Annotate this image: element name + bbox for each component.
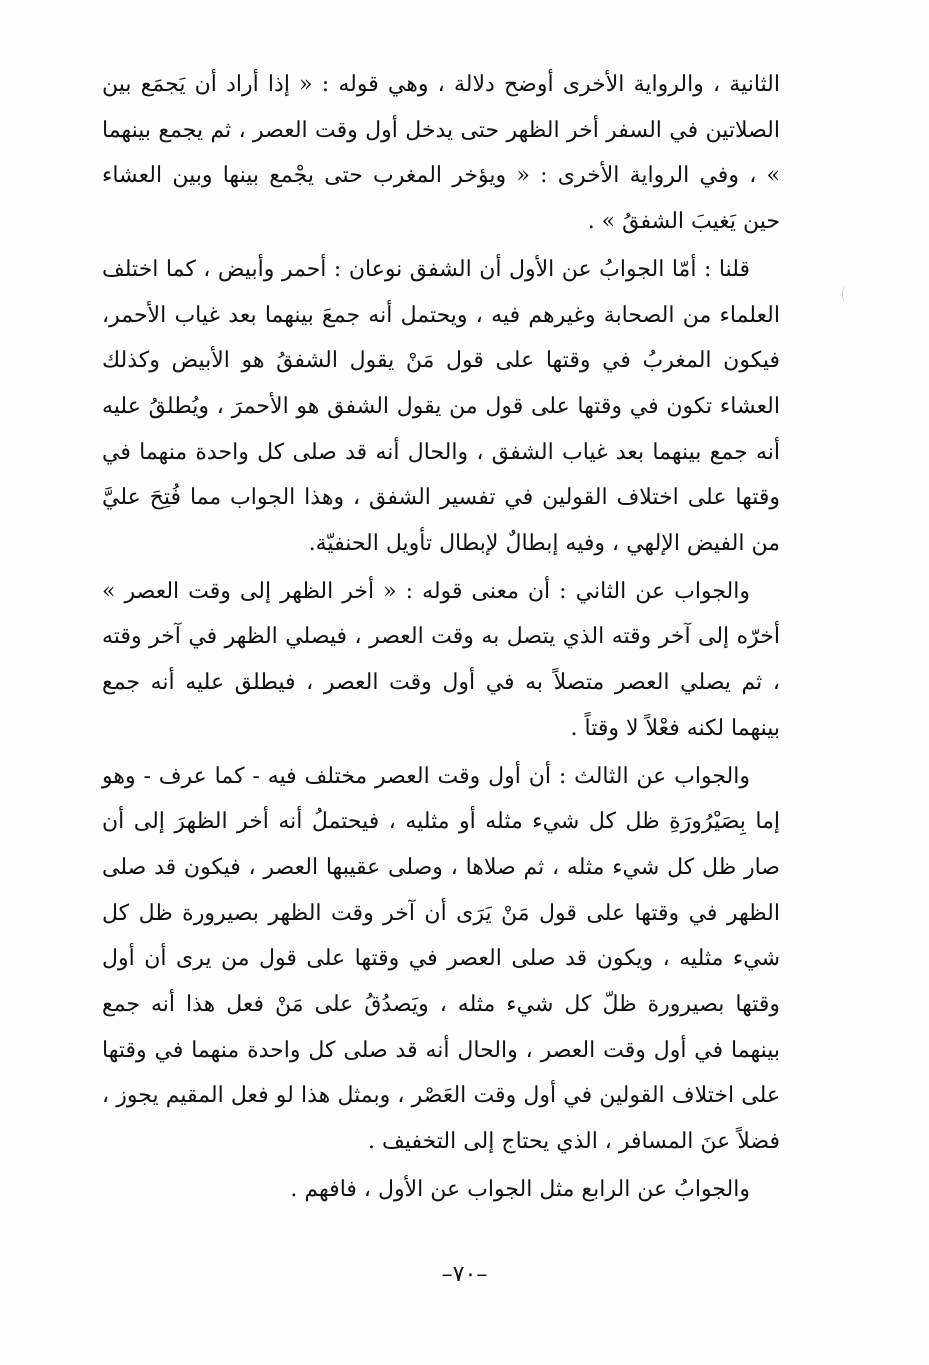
paragraph-1: الثانية ، والرواية الأخرى أوضح دلالة ، وهي قوله : « إذا أراد أن يَجمَع بين الصلاتين في السفر أخر الظهر حتى يدخل أول وقت العصر ، ثم يجمع بينهما » ، وفي الرواية الأخرى : « ويؤخر المغرب حتى يجْمع بينها وبين العشاء حين يَغيبَ الشفقُ » . [102,72,780,235]
page-body-text [102,62,780,1213]
paragraph-5: والجوابُ عن الرابع مثل الجواب عن الأول ، فافهم . [290,1176,750,1202]
margin-mark [842,286,849,302]
page-number: –٧٠– [441,1262,488,1287]
paragraph-2: قلنا : أمّا الجوابُ عن الأول أن الشفق نوعان : أحمر وأبيض ، كما اختلف العلماء من الصحابة وغيرهم فيه ، ويحتمل أنه جمعَ بينهما بعد غياب الأحمر، فيكون المغربُ في وقتها على قول مَنْ يقول الشفقُ هو الأبيض وكذلك العشاء تكون في وقتها على قول من يقول الشفق هو الأحمرَ ، ويُطلقُ عليه أنه جمع بينهما بعد غياب الشفق ، والحال أنه قد صلى كل واحدة منهما في وقتها على اختلاف القولين في تفسير الشفق ، وهذا الجواب مما فُتِحَ عليَّ من الفيض الإلهي ، وفيه إبطالٌ لإبطال تأويل الحنفيّة. [102,256,780,557]
paragraph-4: والجواب عن الثالث : أن أول وقت العصر مختلف فيه - كما عرف - وهو إما بِصَيْرُورَةِ ظل كل شيء مثله أو مثليه ، فيحتملُ أنه أخر الظهرَ إلى أن صار ظل كل شيء مثله ، ثم صلاها ، وصلى عقيبها العصر ، فيكون قد صلى الظهر في وقتها على قول مَنْ يَرَى أن آخر وقت الظهر بصيرورة ظل كل شيء مثليه ، ويكون قد صلى العصر في وقتها على قول من يرى أن أول وقتها بصيرورة ظلّ كل شيء مثله ، ويَصدُقُ على مَنْ فعل هذا أنه جمع بينهما في أول وقت العصر ، والحال أنه قد صلى كل واحدة منهما في وقتها على اختلاف القولين في أول وقت العَصْر ، وبمثل هذا لو فعل المقيم يجوز ، فضلاً عنَ المسافر ، الذي يحتاج إلى التخفيف . [102,763,781,1155]
paragraph-3: والجواب عن الثاني : أن معنى قوله : « أخر الظهر إلى وقت العصر » أخرّه إلى آخر وقته الذي يتصل به وقت العصر ، فيصلي الظهر في آخر وقته ، ثم يصلي العصر متصلاً به في أول وقت العصر ، فيطلق عليه أنه جمع بينهما لكنه فعْلاً لا وقتاً . [102,578,780,741]
